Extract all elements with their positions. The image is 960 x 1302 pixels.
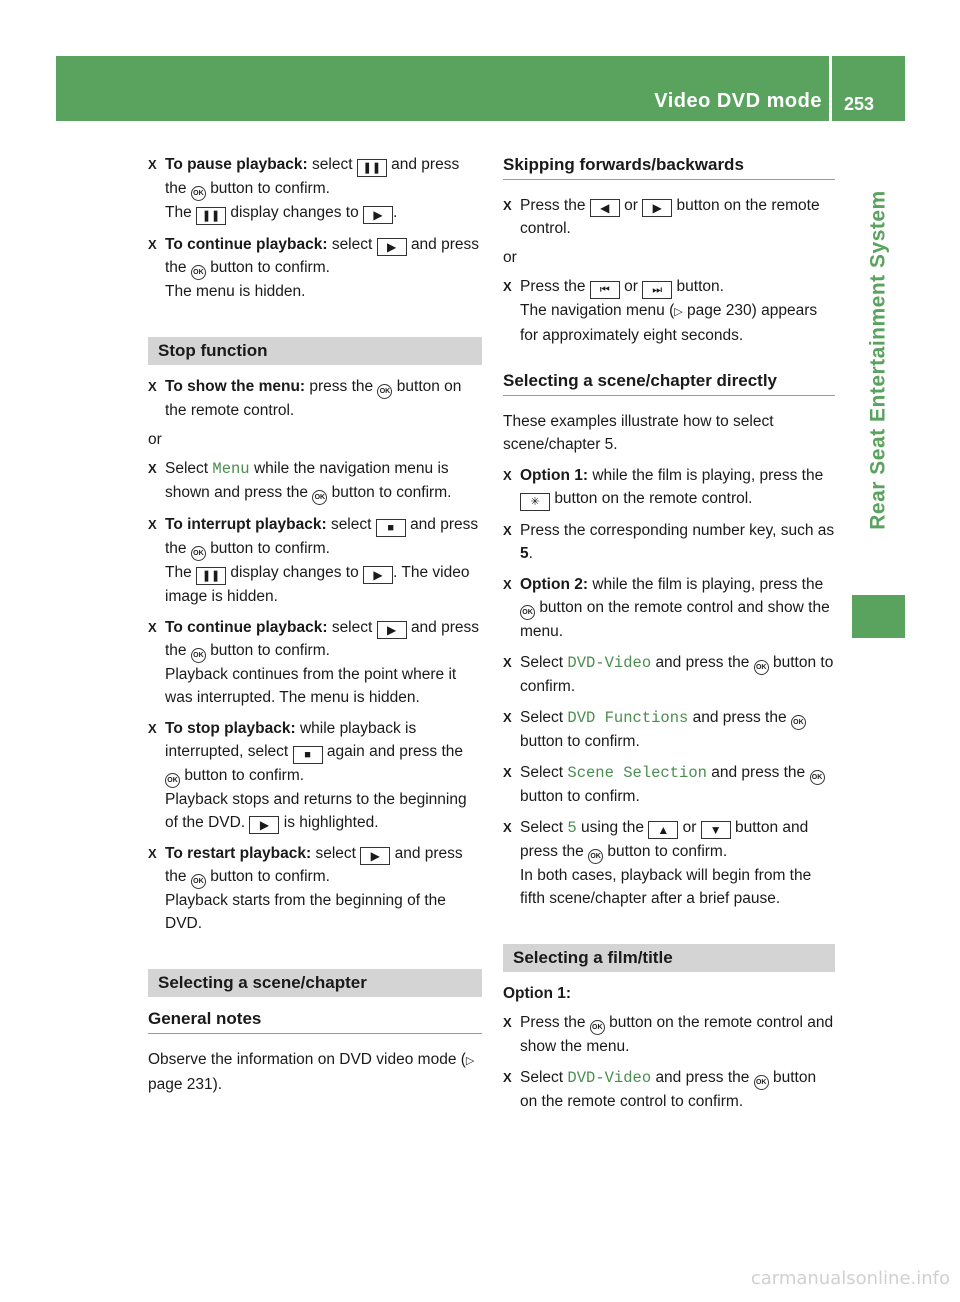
step-text: button on the remote control and show the menu.: [520, 1014, 834, 1055]
step-film-dvd-video: [503, 1066, 835, 1113]
pause-key-icon: ❚❚: [196, 207, 226, 225]
step-text: The: [165, 564, 192, 581]
step-text: .: [393, 204, 398, 221]
header-separator: [829, 56, 832, 121]
or-text: or: [503, 249, 517, 266]
subheading-general-notes: General notes: [148, 1007, 482, 1034]
play-key-icon: ▶: [377, 621, 407, 639]
step-result: [165, 561, 482, 608]
step-label: To show the menu:: [165, 378, 306, 395]
step-text: while the film is playing, press the: [592, 467, 824, 484]
step-dvd-functions: [503, 706, 835, 753]
ok-button-icon: OK: [191, 265, 206, 280]
step-text: while the film is playing, press the: [592, 576, 824, 593]
step-text: and press the: [655, 654, 750, 671]
step-text: button to confirm.: [520, 654, 834, 695]
ok-button-icon: OK: [754, 660, 769, 675]
pause-key-icon: ❚❚: [357, 159, 387, 177]
menu-item-code: DVD Functions: [567, 709, 689, 727]
page-title: Video DVD mode: [654, 90, 822, 112]
step-text: or: [624, 197, 638, 214]
step-result: Playback continues from the point where it was interrupted. The menu is hidden.: [165, 666, 457, 706]
right-column: [503, 153, 835, 1121]
step-text: button to confirm.: [210, 540, 330, 557]
step-text: and press the: [165, 619, 480, 659]
step-result: Playback starts from the beginning of the DVD.: [165, 892, 446, 932]
step-text: display changes to: [230, 564, 359, 581]
step-result: In both cases, playback will begin from the fifth scene/chapter after a brief pause.: [520, 867, 812, 907]
left-column: [148, 153, 482, 1104]
step-text: and press the: [711, 764, 806, 781]
step-text: button on the remote control and show the menu.: [520, 599, 830, 640]
ok-button-icon: OK: [191, 186, 206, 201]
step-pause: [148, 153, 482, 225]
step-label: Option 2:: [520, 576, 589, 593]
step-text: select: [315, 845, 356, 862]
step-number-key: [503, 519, 835, 565]
step-result: [165, 201, 482, 225]
step-text: Select: [520, 764, 564, 781]
step-text: button on the remote control.: [165, 378, 462, 419]
step-text: is highlighted.: [283, 814, 379, 831]
section-heading-scene: Selecting a scene/chapter: [148, 969, 482, 997]
page-ref-arrow-icon: ▷: [465, 1055, 475, 1067]
step-text: Press the: [520, 1014, 586, 1031]
step-text: The navigation menu (: [520, 302, 675, 319]
step-select-menu: [148, 457, 482, 505]
step-text: Select: [520, 709, 564, 726]
ok-button-icon: OK: [377, 384, 392, 399]
ok-button-icon: OK: [791, 715, 806, 730]
or-text: or: [148, 431, 162, 448]
play-key-icon: ▶: [363, 566, 393, 584]
side-tab-label-wrap: [852, 130, 905, 590]
step-label: To continue playback:: [165, 236, 328, 253]
step-text: or: [682, 819, 697, 836]
step-text: . The video image is hidden.: [165, 564, 470, 605]
step-text: select: [331, 236, 373, 253]
right-key-icon: ▶: [642, 199, 672, 217]
step-text: page 230) appears for approximately eight seconds.: [520, 302, 818, 344]
step-interrupt: [148, 513, 482, 608]
side-tab-label: Rear Seat Entertainment System: [866, 190, 890, 530]
step-text: Playback stops and returns to the beginning of the DVD.: [165, 791, 467, 831]
step-text: press the: [309, 378, 374, 395]
step-text: The: [165, 204, 192, 221]
step-text: button on the remote control.: [554, 490, 753, 507]
menu-item-code: Menu: [212, 460, 250, 478]
down-key-icon: ▼: [701, 821, 731, 839]
step-continue-1: [148, 233, 482, 303]
step-text: Press the: [520, 197, 586, 214]
skip-forward-key-icon: ⏭: [642, 281, 672, 299]
ok-button-icon: OK: [588, 849, 603, 864]
step-film-show-menu: [503, 1011, 835, 1058]
watermark-footer: carmanualsonline.info: [750, 1268, 950, 1289]
page-number: 253: [844, 94, 875, 114]
step-text: and press the: [165, 516, 479, 557]
up-key-icon: ▲: [648, 821, 678, 839]
ok-button-icon: OK: [810, 770, 825, 785]
step-text: button to confirm.: [184, 767, 305, 784]
step-stop-playback: [148, 717, 482, 834]
step-result: The menu is hidden.: [165, 283, 306, 300]
step-text: select: [312, 156, 353, 173]
step-text: again and press the: [326, 743, 463, 760]
step-text: button to confirm.: [210, 180, 330, 197]
step-label: To restart playback:: [165, 845, 312, 862]
step-text: button to confirm.: [210, 259, 330, 276]
step-text: while playback is interrupted, select: [165, 720, 417, 760]
side-tab-marker: [852, 595, 905, 638]
step-dvd-video: [503, 651, 835, 698]
menu-item-code: Scene Selection: [567, 764, 707, 782]
step-text: select: [330, 516, 372, 533]
para-text: Observe the information on DVD video mode (: [148, 1051, 466, 1068]
step-option-1: [503, 464, 835, 511]
step-text: Select: [520, 819, 564, 836]
step-text: button.: [676, 278, 724, 295]
step-text: button to confirm.: [607, 843, 728, 860]
ok-button-icon: OK: [590, 1020, 605, 1035]
step-text: Select: [520, 654, 564, 671]
step-label: To continue playback:: [165, 619, 328, 636]
step-show-menu: [148, 375, 482, 422]
play-key-icon: ▶: [363, 206, 393, 224]
step-text: and press the: [692, 709, 787, 726]
step-text: button on the remote control to confirm.: [520, 1069, 817, 1110]
step-result: [520, 299, 835, 347]
step-text: and press the: [165, 845, 463, 885]
step-option-2: [503, 573, 835, 643]
step-text: select: [331, 619, 373, 636]
play-key-icon: ▶: [360, 847, 390, 865]
step-text: button to confirm.: [210, 868, 330, 885]
step-text: button on the remote control.: [520, 197, 820, 237]
step-text: while the navigation menu is shown and press the: [165, 460, 449, 501]
step-text: and press the: [165, 236, 480, 276]
star-key-icon: ✳: [520, 493, 550, 511]
step-label: To pause playback:: [165, 156, 308, 173]
step-text: or: [624, 278, 638, 295]
step-text: Press the corresponding number key, such as: [520, 522, 835, 539]
step-text: button and press the: [520, 819, 809, 860]
play-key-icon: ▶: [377, 238, 407, 256]
ok-button-icon: OK: [165, 773, 180, 788]
step-text: button to confirm.: [520, 733, 640, 750]
direct-intro: These examples illustrate how to select scene/chapter 5.: [503, 413, 774, 453]
step-text: button to confirm.: [520, 788, 640, 805]
ok-button-icon: OK: [520, 605, 535, 620]
step-text: Press the: [520, 278, 586, 295]
step-skip-track: [503, 275, 835, 347]
step-restart: [148, 842, 482, 935]
para-text: page 231).: [148, 1076, 223, 1093]
ok-button-icon: OK: [312, 490, 327, 505]
section-heading-stop: Stop function: [148, 337, 482, 365]
menu-item-code: 5: [567, 819, 577, 837]
step-label: To interrupt playback:: [165, 516, 327, 533]
subheading-direct: Selecting a scene/chapter directly: [503, 369, 835, 396]
number-value: 5: [520, 545, 529, 562]
step-text: Select: [520, 1069, 564, 1086]
step-text: using the: [581, 819, 644, 836]
step-skip-arrows: [503, 194, 835, 240]
step-text: button to confirm.: [210, 642, 330, 659]
general-notes-text: [148, 1048, 482, 1096]
stop-key-icon: ■: [376, 519, 406, 537]
step-scene-selection: [503, 761, 835, 808]
ok-button-icon: OK: [754, 1075, 769, 1090]
step-text: Select: [165, 460, 209, 477]
subheading-skipping: Skipping forwards/backwards: [503, 153, 835, 180]
ok-button-icon: OK: [191, 546, 206, 561]
step-text: and press the: [165, 156, 460, 197]
ok-button-icon: OK: [191, 648, 206, 663]
ok-button-icon: OK: [191, 874, 206, 889]
step-label: To stop playback:: [165, 720, 296, 737]
pause-key-icon: ❚❚: [196, 567, 226, 585]
step-result: [165, 788, 482, 834]
skip-back-key-icon: ⏮: [590, 281, 620, 299]
play-key-icon: ▶: [249, 816, 279, 834]
step-text: display changes to: [230, 204, 359, 221]
step-select-5: [503, 816, 835, 910]
step-text: and press the: [655, 1069, 750, 1086]
film-option-label: Option 1:: [503, 985, 572, 1002]
section-heading-film: Selecting a film/title: [503, 944, 835, 972]
step-text: .: [528, 545, 533, 562]
left-key-icon: ◀: [590, 199, 620, 217]
menu-item-code: DVD-Video: [567, 1069, 652, 1087]
step-text: button to confirm.: [331, 484, 452, 501]
step-label: Option 1:: [520, 467, 589, 484]
page-ref-arrow-icon: ▷: [674, 306, 683, 318]
menu-item-code: DVD-Video: [567, 654, 652, 672]
step-continue-2: [148, 616, 482, 709]
stop-key-icon: ■: [293, 746, 323, 764]
